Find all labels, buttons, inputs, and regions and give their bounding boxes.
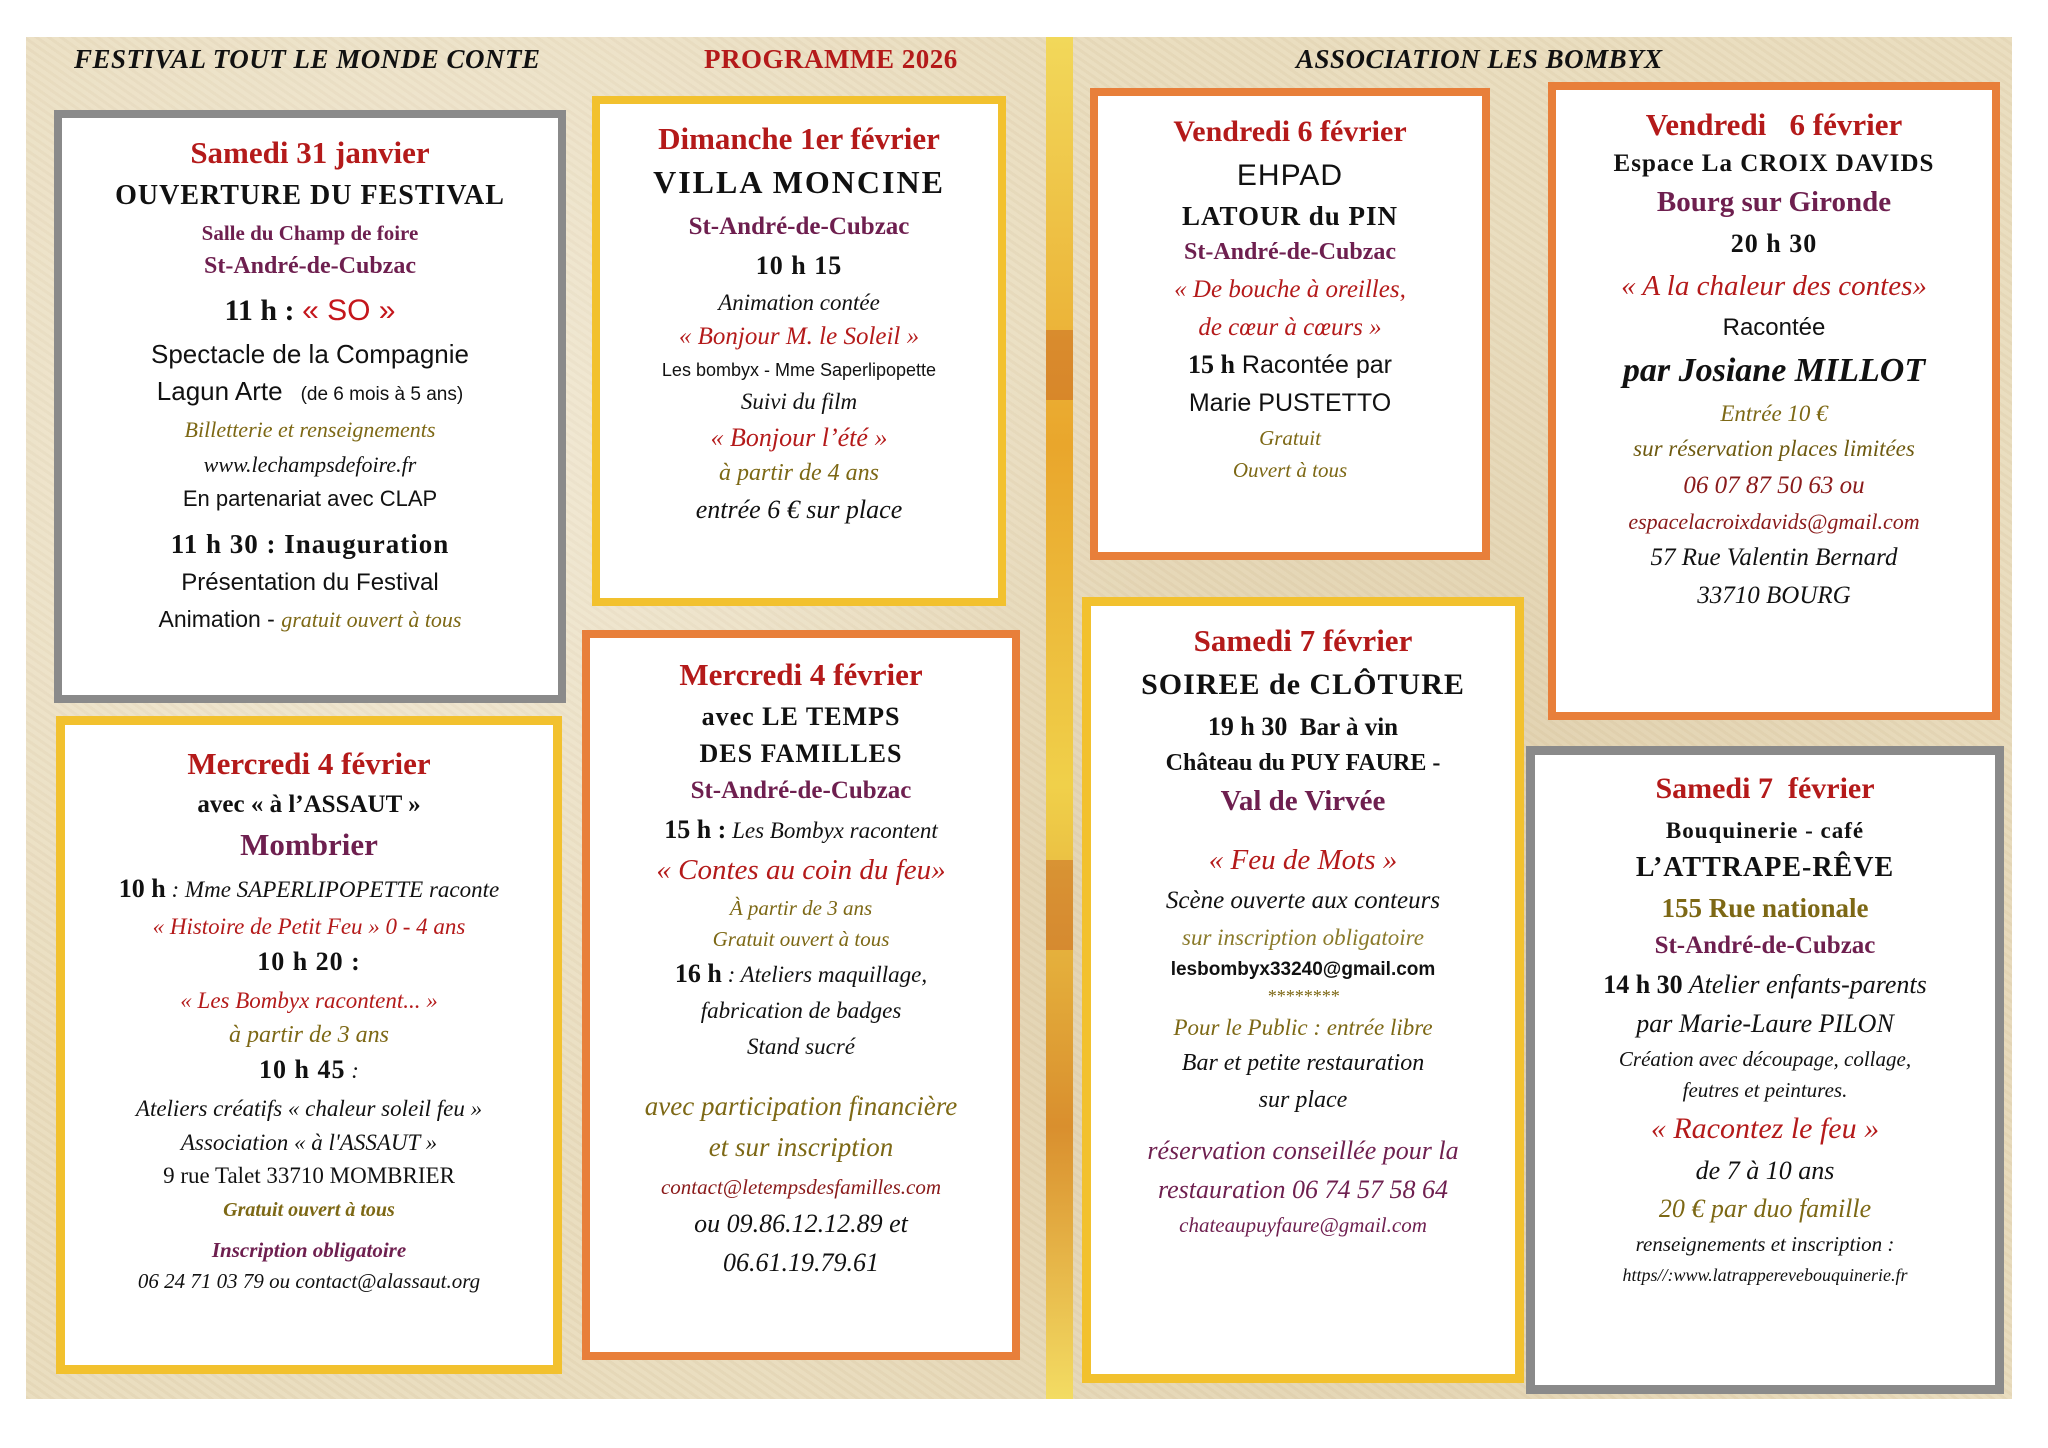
festival-title: FESTIVAL TOUT LE MONDE CONTE — [74, 44, 541, 74]
contact-phone: ou 09.86.12.12.89 et — [694, 1209, 908, 1239]
slot-time: 16 h — [674, 958, 722, 988]
event-venue-name: LATOUR du PIN — [1181, 201, 1399, 231]
ticket-info: Billetterie et renseignements — [184, 417, 436, 443]
event-date: Vendredi 6 février — [1645, 107, 1903, 142]
event-venue: VILLA MONCINE — [653, 164, 945, 201]
event-town: St-André-de-Cubzac — [1184, 239, 1396, 266]
info-label: renseignements et inscription : — [1635, 1231, 1895, 1256]
slot-time: 10 h — [118, 874, 166, 904]
show-title-continued: de cœur à cœurs » — [1198, 314, 1382, 342]
event-time: 20 h 30 — [1730, 228, 1818, 258]
on-site: sur place — [1258, 1086, 1348, 1113]
free-entry: Gratuit — [1259, 426, 1321, 451]
city: 33710 BOURG — [1697, 582, 1851, 610]
contact-email[interactable]: contact@letempsdesfamilles.com — [660, 1175, 941, 1200]
show-title: « SO » — [302, 293, 396, 327]
show-title: « Contes au coin du feu» — [656, 853, 946, 886]
show-title: « Bonjour M. le Soleil » — [678, 323, 920, 351]
contact-phone: 06 07 87 50 63 ou — [1683, 471, 1865, 499]
event-date: Mercredi 4 février — [679, 657, 923, 692]
performer: Les bombyx - Mme Saperlipopette — [661, 360, 937, 381]
center-fold-illustration — [1046, 37, 1073, 1399]
reservation-note: sur réservation places limitées — [1633, 436, 1915, 462]
workshop-detail: Stand sucré — [747, 1033, 855, 1059]
workshop-detail: fabrication de badges — [700, 998, 902, 1024]
told-by-label: Racontée — [1722, 313, 1826, 341]
slot-time: 15 h : — [664, 814, 727, 844]
show-title: « Feu de Mots » — [1208, 843, 1398, 876]
partner-info: En partenariat avec CLAP — [182, 485, 438, 511]
free-entry: Gratuit ouvert à tous — [712, 926, 890, 951]
event-card-friday-6-february-bourg — [1548, 82, 2000, 720]
event-title: SOIREE de CLÔTURE — [1141, 668, 1465, 702]
followed-by: Suivi du film — [740, 388, 858, 414]
event-card-sunday-1-february — [592, 96, 1006, 606]
show-title: « Racontez le feu » — [1650, 1112, 1880, 1146]
performer: Marie PUSTETTO — [1188, 389, 1392, 418]
open-to-all: Ouvert à tous — [1232, 457, 1348, 482]
event-town: St-André-de-Cubzac — [1654, 931, 1876, 959]
contact-info[interactable]: 06 24 71 03 79 ou contact@alassaut.org — [137, 1268, 481, 1293]
bar-info: Bar et petite restauration — [1181, 1050, 1425, 1077]
event-time: 10 h 15 — [755, 250, 843, 280]
slot-description: Les Bombyx racontent — [726, 817, 938, 843]
event-venue: Château du PUY FAURE - — [1165, 750, 1441, 777]
event-town: Mombrier — [240, 827, 378, 863]
contact-email[interactable]: lesbombyx33240@gmail.com — [1170, 959, 1436, 981]
event-card-friday-6-february-ehpad — [1090, 88, 1490, 560]
address: 9 rue Talet 33710 MOMBRIER — [163, 1163, 455, 1189]
event-venue-type: Bouquinerie - café — [1665, 818, 1865, 843]
show-title: « A la chaleur des contes» — [1621, 270, 1927, 303]
age-range: À partir de 3 ans — [729, 895, 873, 920]
registration-required: Inscription obligatoire — [211, 1237, 407, 1262]
age-range: (de 6 mois à 5 ans) — [300, 383, 464, 405]
public-entry: Pour le Public : entrée libre — [1173, 1014, 1433, 1040]
event-town: St-André-de-Cubzac — [204, 252, 416, 279]
event-venue: EHPAD — [1236, 159, 1344, 192]
spine-decoration — [1046, 330, 1073, 400]
show-title: « De bouche à oreilles, — [1174, 276, 1406, 304]
event-date: Mercredi 4 février — [187, 746, 431, 781]
show-title: « Histoire de Petit Feu » 0 - 4 ans — [152, 913, 466, 939]
free-entry: Gratuit ouvert à tous — [223, 1198, 395, 1221]
event-time: 11 h : — [224, 293, 303, 327]
association-name: Association « à l'ASSAUT » — [180, 1129, 438, 1155]
street-address: 57 Rue Valentin Bernard — [1650, 544, 1898, 572]
reservation-advice: réservation conseillée pour la — [1147, 1135, 1459, 1165]
age-range: à partir de 4 ans — [718, 459, 879, 486]
event-date: Vendredi 6 février — [1173, 115, 1407, 148]
entry-price: entrée 6 € sur place — [695, 494, 903, 524]
website-link[interactable]: https//:www.latrapperevebouquinerie.fr — [1622, 1264, 1908, 1285]
slot-time: 15 h — [1187, 350, 1235, 380]
inscription-note: et sur inscription — [708, 1131, 894, 1162]
registration-required: sur inscription obligatoire — [1182, 924, 1424, 950]
slot-description: : Ateliers maquillage, — [721, 961, 928, 987]
spine-decoration — [1046, 860, 1073, 950]
event-town: Val de Virvée — [1220, 784, 1386, 817]
event-card-saturday-7-february-bookshop — [1526, 746, 2004, 1394]
slot-description: : Mme SAPERLIPOPETTE raconte — [165, 877, 500, 903]
age-range: de 7 à 10 ans — [1695, 1156, 1835, 1186]
creation-detail: feutres et peintures. — [1682, 1078, 1848, 1103]
slot-colon: : — [345, 1057, 359, 1083]
event-partner: avec « à l’ASSAUT » — [197, 791, 421, 819]
performer: par Marie-Laure PILON — [1636, 1008, 1894, 1038]
slot-time: 10 h 45 — [259, 1054, 346, 1084]
contact-email[interactable]: espacelacroixdavids@gmail.com — [1628, 508, 1920, 534]
contact-email[interactable]: chateaupuyfaure@gmail.com — [1179, 1213, 1427, 1238]
event-card-saturday-31-january — [54, 110, 566, 703]
age-range: à partir de 3 ans — [228, 1021, 389, 1048]
association-title: ASSOCIATION LES BOMBYX — [1296, 44, 1663, 74]
slot-time: 19 h 30 — [1207, 712, 1288, 742]
event-date: Samedi 31 janvier — [190, 135, 430, 170]
workshop-title: Ateliers créatifs « chaleur soleil feu » — [135, 1095, 483, 1121]
slot-description: Bar à vin — [1287, 714, 1399, 742]
activity-type: Animation contée — [718, 289, 880, 315]
festival-presentation: Présentation du Festival — [181, 568, 439, 596]
event-card-wednesday-4-february-mombrier — [56, 716, 562, 1374]
event-partner-name: DES FAMILLES — [699, 739, 903, 769]
creation-detail: Création avec découpage, collage, — [1618, 1046, 1912, 1071]
slot-time: 10 h 20 : — [257, 947, 361, 977]
separator-stars: ******** — [1267, 985, 1339, 1006]
show-title: « Les Bombyx racontent... » — [180, 988, 438, 1014]
street-address: 155 Rue nationale — [1661, 893, 1869, 924]
event-title: OUVERTURE DU FESTIVAL — [115, 180, 505, 212]
event-town: Bourg sur Gironde — [1656, 186, 1892, 219]
event-card-wednesday-4-february-families — [582, 630, 1020, 1360]
event-date: Samedi 7 février — [1193, 623, 1413, 658]
slot-description: Racontée par — [1234, 351, 1392, 380]
entry-price: Entrée 10 € — [1720, 400, 1828, 426]
event-venue: Salle du Champ de foire — [201, 220, 419, 245]
inauguration-time: 11 h 30 : Inauguration — [170, 529, 450, 560]
contact-phone: 06.61.19.79.61 — [723, 1248, 879, 1278]
programme-title: PROGRAMME 2026 — [704, 44, 958, 74]
participation-note: avec participation financière — [644, 1091, 958, 1122]
price: 20 € par duo famille — [1658, 1193, 1872, 1223]
slot-time: 14 h 30 — [1603, 969, 1683, 999]
event-venue: Espace La CROIX DAVIDS — [1613, 150, 1935, 178]
reservation-phone: restauration 06 74 57 58 64 — [1157, 1174, 1449, 1204]
event-card-saturday-7-february-closing — [1082, 597, 1524, 1383]
free-entry: gratuit ouvert à tous — [281, 606, 462, 632]
slot-description: Atelier enfants-parents — [1682, 969, 1927, 999]
film-title: « Bonjour l’été » — [710, 422, 888, 452]
event-partner: avec LE TEMPS — [701, 702, 901, 732]
show-description: Spectacle de la Compagnie — [151, 338, 469, 369]
performer: par Josiane MILLOT — [1622, 351, 1926, 389]
event-date: Dimanche 1er février — [658, 121, 940, 156]
company-name: Lagun Arte — [156, 375, 283, 406]
event-venue: L’ATTRAPE-RÊVE — [1635, 851, 1895, 883]
animation-label: Animation - — [158, 605, 282, 632]
event-town: St-André-de-Cubzac — [688, 212, 910, 240]
event-town: St-André-de-Cubzac — [690, 776, 912, 804]
event-date: Samedi 7 février — [1655, 772, 1875, 805]
open-stage: Scène ouverte aux conteurs — [1165, 886, 1441, 914]
website-link[interactable]: www.lechampsdefoire.fr — [203, 451, 417, 477]
